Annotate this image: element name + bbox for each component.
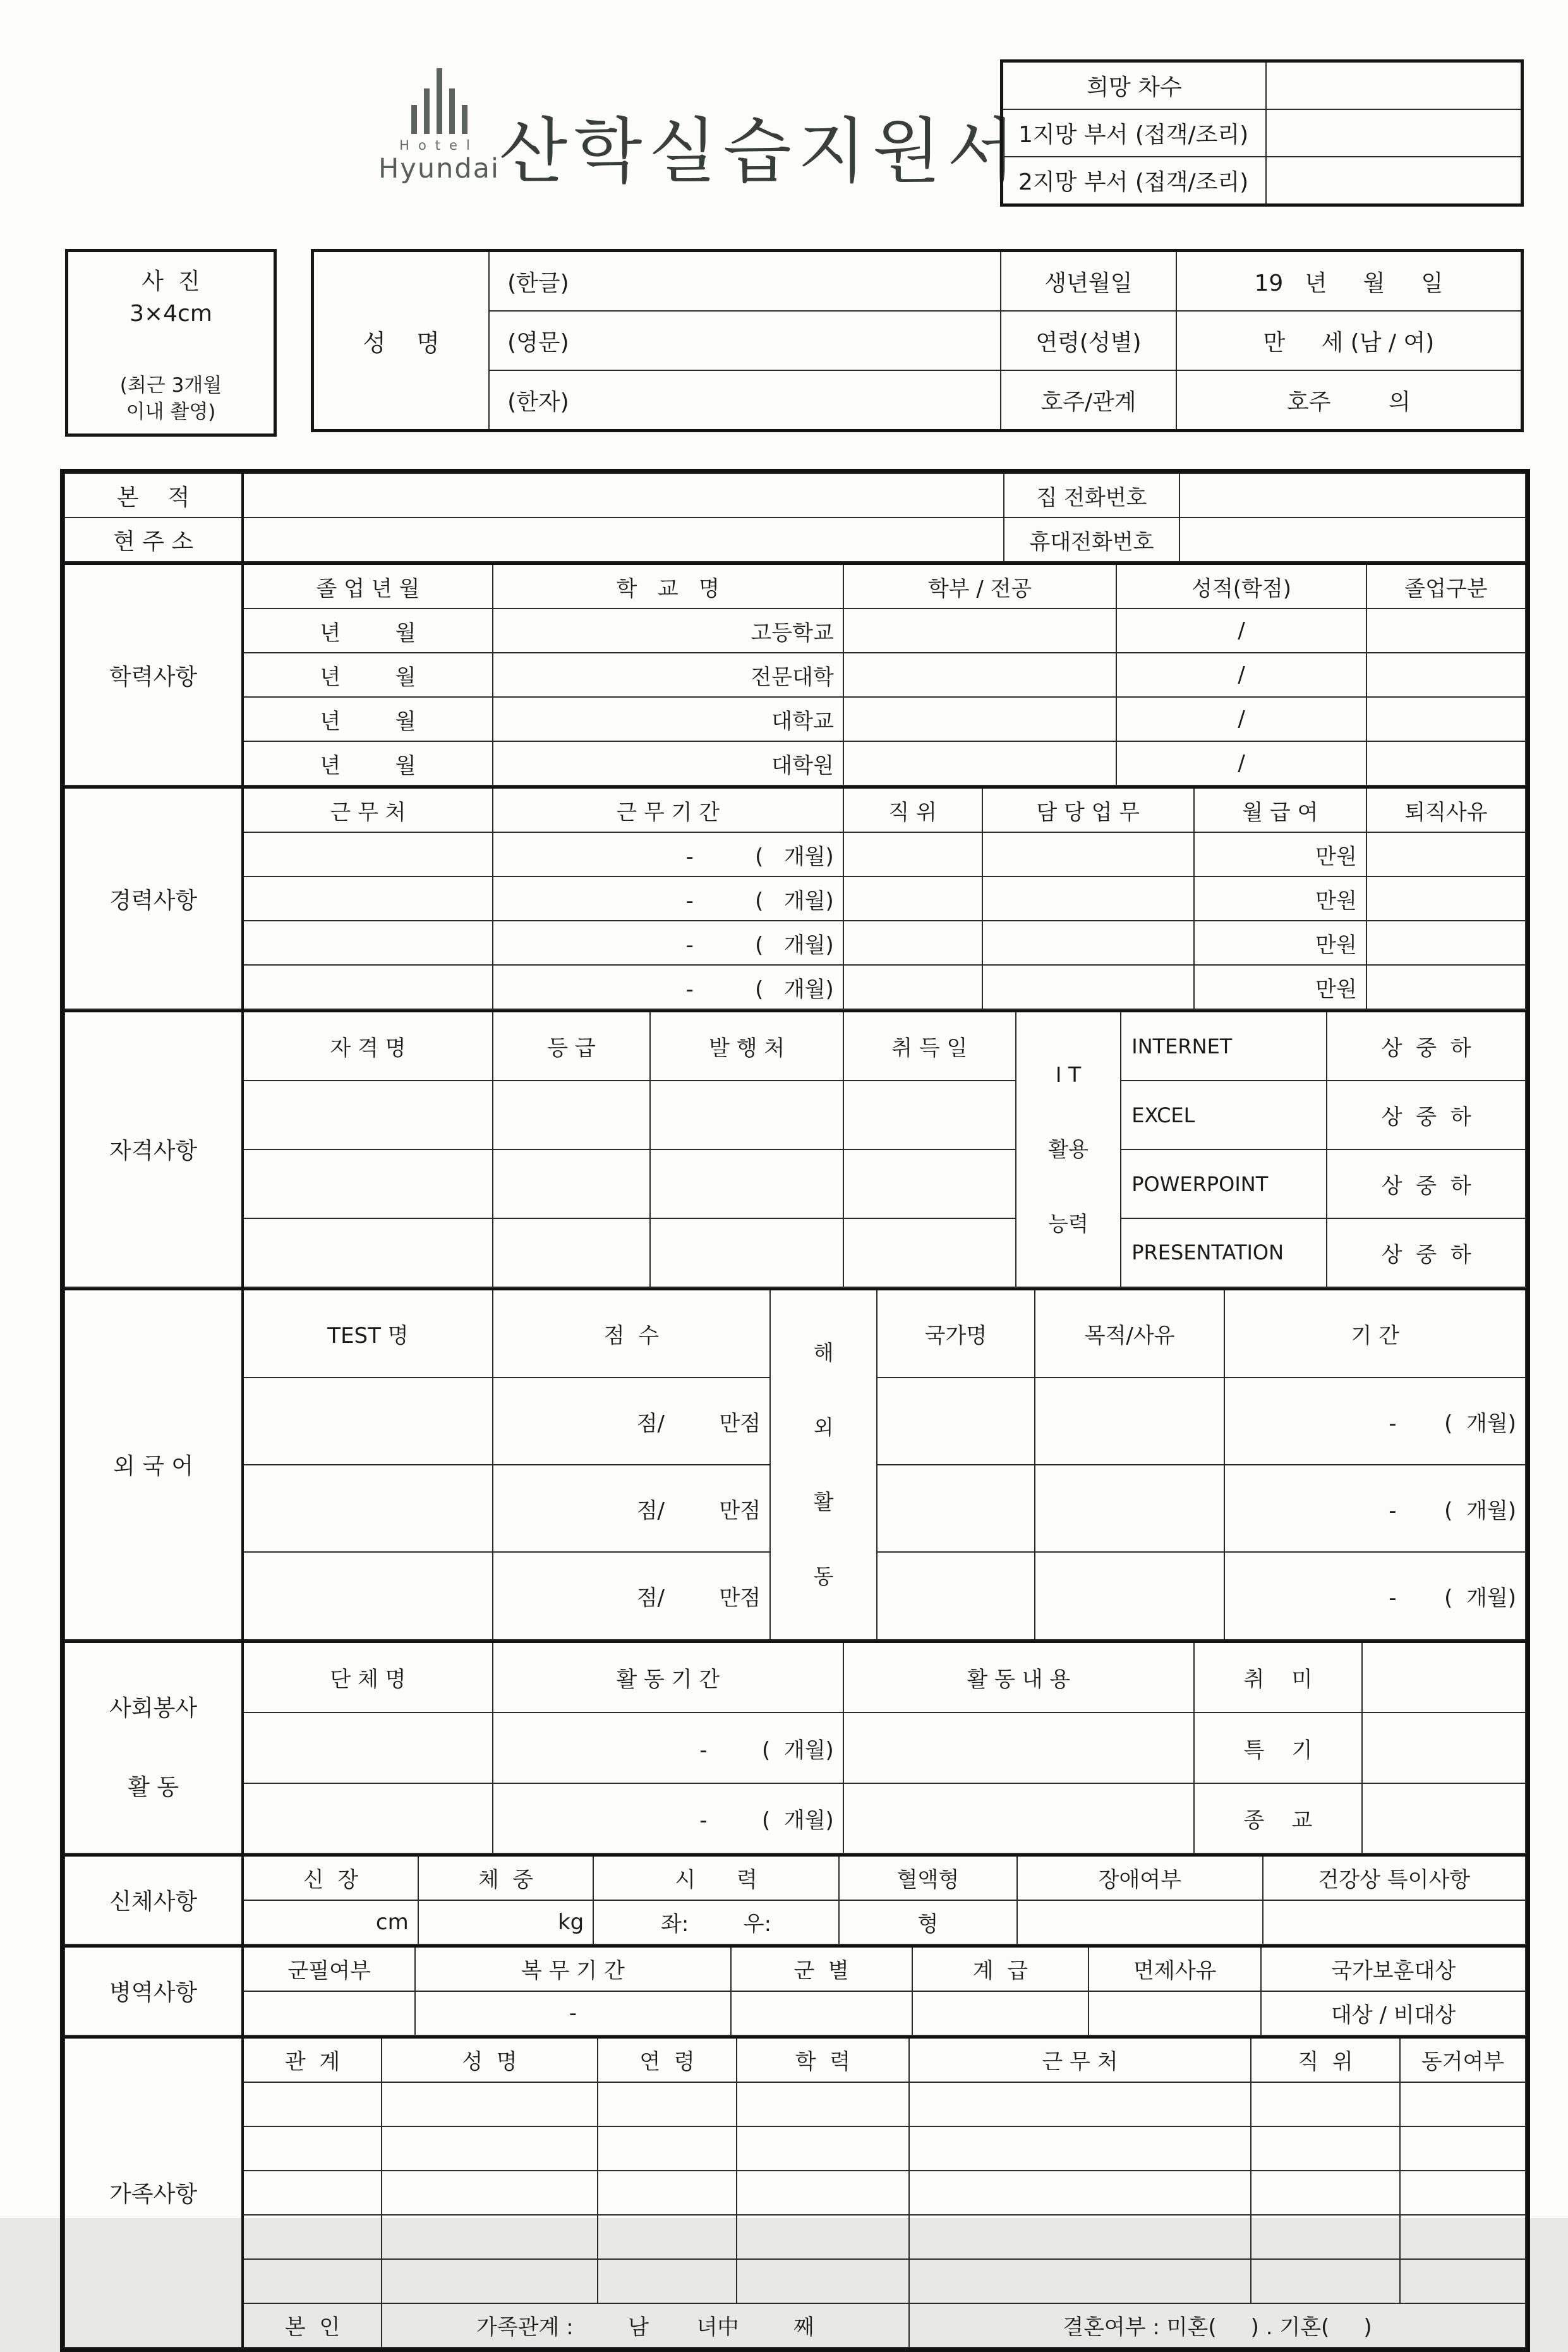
page-title: 산학실습지원서 <box>499 111 1022 193</box>
family-age-field <box>598 2259 737 2303</box>
birthdate-field: 19 년 월 일 <box>1176 251 1523 312</box>
career-employer-field <box>243 876 493 921</box>
military-header-status: 군필여부 <box>243 1946 415 1991</box>
family-header-employer: 근 무 처 <box>909 2037 1251 2082</box>
career-section <box>64 786 1526 1010</box>
military-header-veteran: 국가보훈대상 <box>1261 1946 1526 1991</box>
physical-header-vision: 시 력 <box>593 1855 839 1900</box>
qualification-name-field <box>243 1149 493 1218</box>
family-employer-field <box>909 2126 1251 2171</box>
physical-section-label: 신체사항 <box>64 1855 243 1944</box>
military-header-period: 복 무 기 간 <box>415 1946 731 1991</box>
volunteer-period-field: - ( 개월) <box>493 1783 843 1853</box>
career-header-duty: 담 당 업 무 <box>982 787 1194 832</box>
career-duty-field <box>982 876 1194 921</box>
main-form <box>60 469 1530 2352</box>
home-phone-field <box>1179 473 1526 518</box>
preferred-department-table <box>1000 59 1524 207</box>
physical-header-height: 신 장 <box>243 1855 418 1900</box>
career-reason-field <box>1366 876 1526 921</box>
qualification-header-name: 자 격 명 <box>243 1011 493 1081</box>
qualification-level-field <box>493 1149 651 1218</box>
family-education-field <box>737 2126 909 2171</box>
wish-round-field <box>1266 61 1522 110</box>
education-header-major: 학부 / 전공 <box>843 564 1117 609</box>
physical-vision-field: 좌: 우: <box>593 1900 839 1944</box>
family-cohabit-field <box>1400 2126 1526 2171</box>
family-header-name: 성 명 <box>382 2037 598 2082</box>
qualification-date-field <box>843 1149 1016 1218</box>
first-choice-field <box>1266 109 1522 157</box>
family-section-label: 가족사항 <box>64 2037 243 2348</box>
education-section-label: 학력사항 <box>64 564 243 785</box>
career-reason-field <box>1366 965 1526 1009</box>
mobile-phone-label: 휴대전화번호 <box>1004 518 1179 562</box>
householder-field: 호주 의 <box>1176 370 1523 431</box>
career-salary-field: 만원 <box>1194 876 1366 921</box>
military-rank-field <box>912 1991 1089 2035</box>
householder-label: 호주/관계 <box>1001 370 1176 431</box>
religion-field <box>1362 1783 1526 1853</box>
military-section <box>64 1945 1526 2036</box>
photo-size: 3×4cm <box>130 301 212 327</box>
family-education-field <box>737 2082 909 2126</box>
family-employer-field <box>909 2215 1251 2259</box>
family-position-field <box>1251 2126 1400 2171</box>
family-education-field <box>737 2171 909 2215</box>
family-relation-field <box>243 2259 382 2303</box>
education-header-school: 학 교 명 <box>493 564 843 609</box>
family-header-education: 학 력 <box>737 2037 909 2082</box>
volunteer-org-field <box>243 1783 493 1853</box>
education-grade-field: / <box>1116 653 1366 697</box>
family-header-relation: 관 계 <box>243 2037 382 2082</box>
overseas-country-field <box>877 1465 1035 1552</box>
family-position-field <box>1251 2215 1400 2259</box>
career-reason-field <box>1366 832 1526 876</box>
education-grade-field: / <box>1116 609 1366 653</box>
physical-blood-field: 형 <box>839 1900 1017 1944</box>
hotel-hyundai-logo <box>363 68 515 185</box>
family-relation-field <box>243 2215 382 2259</box>
family-cohabit-field <box>1400 2259 1526 2303</box>
qualification-header-issuer: 발 행 처 <box>650 1011 843 1081</box>
military-branch-field <box>731 1991 912 2035</box>
education-date-field: 년 월 <box>243 609 493 653</box>
military-section-label: 병역사항 <box>64 1946 243 2035</box>
family-age-field <box>598 2215 737 2259</box>
career-employer-field <box>243 965 493 1009</box>
education-type-field <box>1366 741 1526 785</box>
physical-header-blood: 혈액형 <box>839 1855 1017 1900</box>
family-position-field <box>1251 2171 1400 2215</box>
specialty-field <box>1362 1712 1526 1783</box>
qualification-header-level: 등 급 <box>493 1011 651 1081</box>
career-header-reason: 퇴직사유 <box>1366 787 1526 832</box>
language-header-score: 점 수 <box>493 1289 770 1378</box>
it-item-internet: INTERNET <box>1121 1011 1327 1081</box>
language-score-field: 점/ 만점 <box>493 1552 770 1639</box>
specialty-label: 특 기 <box>1194 1712 1362 1783</box>
family-name-field <box>382 2082 598 2126</box>
career-duty-field <box>982 921 1194 965</box>
education-section <box>64 562 1526 786</box>
physical-disability-field <box>1017 1900 1263 1944</box>
family-employer-field <box>909 2259 1251 2303</box>
volunteer-content-field <box>843 1783 1194 1853</box>
military-status-field <box>243 1991 415 2035</box>
language-test-field <box>243 1552 493 1639</box>
physical-height-field: cm <box>243 1900 418 1944</box>
qualification-name-field <box>243 1218 493 1287</box>
overseas-purpose-field <box>1035 1378 1225 1465</box>
family-education-field <box>737 2259 909 2303</box>
it-item-presentation: PRESENTATION <box>1121 1218 1327 1287</box>
overseas-header-period: 기 간 <box>1224 1289 1526 1378</box>
career-duty-field <box>982 965 1194 1009</box>
physical-header-disability: 장애여부 <box>1017 1855 1263 1900</box>
family-position-field <box>1251 2082 1400 2126</box>
language-test-field <box>243 1465 493 1552</box>
physical-section <box>64 1854 1526 1945</box>
education-header-date: 졸 업 년 월 <box>243 564 493 609</box>
family-header-position: 직 위 <box>1251 2037 1400 2082</box>
family-name-field <box>382 2215 598 2259</box>
education-date-field: 년 월 <box>243 653 493 697</box>
military-header-exemption: 면제사유 <box>1089 1946 1261 1991</box>
building-bars-icon <box>363 68 515 134</box>
volunteer-org-field <box>243 1712 493 1783</box>
career-period-field: - ( 개월) <box>493 921 843 965</box>
name-section-label: 성 명 <box>313 251 490 431</box>
overseas-period-field: - ( 개월) <box>1224 1465 1526 1552</box>
qualification-issuer-field <box>650 1149 843 1218</box>
physical-weight-field: kg <box>418 1900 594 1944</box>
volunteer-content-field <box>843 1712 1194 1783</box>
education-type-field <box>1366 653 1526 697</box>
language-header-test: TEST 명 <box>243 1289 493 1378</box>
volunteer-period-field: - ( 개월) <box>493 1712 843 1783</box>
career-position-field <box>843 832 982 876</box>
qualification-header-date: 취 득 일 <box>843 1011 1016 1081</box>
first-choice-label: 1지망 부서 (접객/조리) <box>1002 109 1267 157</box>
volunteer-section-label: 사회봉사 활 동 <box>64 1642 243 1853</box>
family-employer-field <box>909 2171 1251 2215</box>
family-name-field <box>382 2259 598 2303</box>
it-scale-internet: 상 중 하 <box>1327 1011 1526 1081</box>
home-phone-label: 집 전화번호 <box>1004 473 1179 518</box>
photo-label: 사 진 <box>142 269 200 294</box>
qualification-issuer-field <box>650 1081 843 1149</box>
overseas-country-field <box>877 1378 1035 1465</box>
career-salary-field: 만원 <box>1194 965 1366 1009</box>
photo-note-1: (최근 3개월 <box>119 374 222 397</box>
education-school-gradschool: 대학원 <box>493 741 843 785</box>
physical-header-weight: 체 중 <box>418 1855 594 1900</box>
qualification-date-field <box>843 1218 1016 1287</box>
education-major-field <box>843 653 1117 697</box>
volunteer-header-period: 활 동 기 간 <box>493 1642 843 1713</box>
family-employer-field <box>909 2082 1251 2126</box>
it-item-powerpoint: POWERPOINT <box>1121 1149 1327 1218</box>
registered-address-label: 본 적 <box>64 473 243 518</box>
religion-label: 종 교 <box>1194 1783 1362 1853</box>
current-address-field <box>243 518 1004 562</box>
career-position-field <box>843 965 982 1009</box>
current-address-label: 현 주 소 <box>64 518 243 562</box>
education-type-field <box>1366 697 1526 741</box>
logo-hotel-text: Hotel <box>399 138 479 153</box>
hobby-label: 취 미 <box>1194 1642 1362 1713</box>
military-exemption-field <box>1089 1991 1261 2035</box>
career-employer-field <box>243 832 493 876</box>
name-hangul-field: (한글) <box>489 251 1001 312</box>
age-gender-label: 연령(성별) <box>1001 311 1176 370</box>
volunteer-header-content: 활 동 내 용 <box>843 1642 1194 1713</box>
overseas-activity-label: 해 외 활 동 <box>770 1289 877 1640</box>
family-marriage-field: 결혼여부 : 미혼( ) . 기혼( ) <box>909 2303 1526 2348</box>
volunteer-header-org: 단 체 명 <box>243 1642 493 1713</box>
overseas-header-purpose: 목적/사유 <box>1035 1289 1225 1378</box>
family-age-field <box>598 2126 737 2171</box>
hobby-field <box>1362 1642 1526 1713</box>
wish-round-label: 희망 차수 <box>1002 61 1267 110</box>
family-self-label: 본 인 <box>243 2303 382 2348</box>
family-cohabit-field <box>1400 2171 1526 2215</box>
it-scale-powerpoint: 상 중 하 <box>1327 1149 1526 1218</box>
second-choice-field <box>1266 157 1522 205</box>
education-grade-field: / <box>1116 741 1366 785</box>
qualification-level-field <box>493 1081 651 1149</box>
it-item-excel: EXCEL <box>1121 1081 1327 1149</box>
name-hanja-field: (한자) <box>489 370 1001 431</box>
qualification-section <box>64 1010 1526 1288</box>
physical-header-health: 건강상 특이사항 <box>1263 1855 1526 1900</box>
birthdate-label: 생년월일 <box>1001 251 1176 312</box>
family-age-field <box>598 2082 737 2126</box>
overseas-header-country: 국가명 <box>877 1289 1035 1378</box>
photo-box <box>65 249 277 437</box>
overseas-period-field: - ( 개월) <box>1224 1552 1526 1639</box>
overseas-period-field: - ( 개월) <box>1224 1378 1526 1465</box>
photo-note-2: 이내 촬영) <box>126 401 216 424</box>
qualification-name-field <box>243 1081 493 1149</box>
overseas-country-field <box>877 1552 1035 1639</box>
family-section <box>64 2036 1526 2348</box>
family-name-field <box>382 2171 598 2215</box>
qualification-section-label: 자격사항 <box>64 1011 243 1287</box>
registered-address-field <box>243 473 1004 518</box>
name-english-field: (영문) <box>489 311 1001 370</box>
education-school-college: 전문대학 <box>493 653 843 697</box>
career-duty-field <box>982 832 1194 876</box>
family-relation-field <box>243 2171 382 2215</box>
career-position-field <box>843 921 982 965</box>
it-scale-excel: 상 중 하 <box>1327 1081 1526 1149</box>
age-gender-field: 만 세 (남 / 여) <box>1176 311 1523 370</box>
address-section <box>64 473 1526 562</box>
military-header-branch: 군 별 <box>731 1946 912 1991</box>
education-grade-field: / <box>1116 697 1366 741</box>
physical-health-field <box>1263 1900 1526 1944</box>
military-period-field: - <box>415 1991 731 2035</box>
family-relation-field <box>243 2082 382 2126</box>
career-section-label: 경력사항 <box>64 787 243 1009</box>
career-period-field: - ( 개월) <box>493 876 843 921</box>
career-reason-field <box>1366 921 1526 965</box>
identity-table <box>311 249 1524 432</box>
language-score-field: 점/ 만점 <box>493 1465 770 1552</box>
family-cohabit-field <box>1400 2215 1526 2259</box>
education-type-field <box>1366 609 1526 653</box>
family-relation-field <box>243 2126 382 2171</box>
career-header-period: 근 무 기 간 <box>493 787 843 832</box>
military-header-rank: 계 급 <box>912 1946 1089 1991</box>
language-section <box>64 1288 1526 1640</box>
family-cohabit-field <box>1400 2082 1526 2126</box>
qualification-level-field <box>493 1218 651 1287</box>
education-date-field: 년 월 <box>243 697 493 741</box>
military-veteran-field: 대상 / 비대상 <box>1261 1991 1526 2035</box>
education-major-field <box>843 697 1117 741</box>
language-test-field <box>243 1378 493 1465</box>
it-skills-label: I T 활용 능력 <box>1016 1011 1121 1287</box>
overseas-purpose-field <box>1035 1552 1225 1639</box>
career-salary-field: 만원 <box>1194 832 1366 876</box>
language-section-label: 외 국 어 <box>64 1289 243 1640</box>
family-composition-field: 가족관계 : 남 녀中 째 <box>382 2303 909 2348</box>
career-employer-field <box>243 921 493 965</box>
family-header-cohabit: 동거여부 <box>1400 2037 1526 2082</box>
education-school-university: 대학교 <box>493 697 843 741</box>
qualification-date-field <box>843 1081 1016 1149</box>
education-header-type: 졸업구분 <box>1366 564 1526 609</box>
qualification-issuer-field <box>650 1218 843 1287</box>
education-major-field <box>843 741 1117 785</box>
overseas-purpose-field <box>1035 1465 1225 1552</box>
education-school-highschool: 고등학교 <box>493 609 843 653</box>
career-position-field <box>843 876 982 921</box>
career-salary-field: 만원 <box>1194 921 1366 965</box>
language-score-field: 점/ 만점 <box>493 1378 770 1465</box>
career-header-position: 직 위 <box>843 787 982 832</box>
education-major-field <box>843 609 1117 653</box>
education-date-field: 년 월 <box>243 741 493 785</box>
family-education-field <box>737 2215 909 2259</box>
family-age-field <box>598 2171 737 2215</box>
it-scale-presentation: 상 중 하 <box>1327 1218 1526 1287</box>
mobile-phone-field <box>1179 518 1526 562</box>
career-header-employer: 근 무 처 <box>243 787 493 832</box>
education-header-grade: 성적(학점) <box>1116 564 1366 609</box>
second-choice-label: 2지망 부서 (접객/조리) <box>1002 157 1267 205</box>
logo-brand-text: Hyundai <box>378 153 500 185</box>
career-period-field: - ( 개월) <box>493 832 843 876</box>
career-period-field: - ( 개월) <box>493 965 843 1009</box>
volunteer-section <box>64 1640 1526 1854</box>
family-position-field <box>1251 2259 1400 2303</box>
family-name-field <box>382 2126 598 2171</box>
family-header-age: 연 령 <box>598 2037 737 2082</box>
career-header-salary: 월 급 여 <box>1194 787 1366 832</box>
